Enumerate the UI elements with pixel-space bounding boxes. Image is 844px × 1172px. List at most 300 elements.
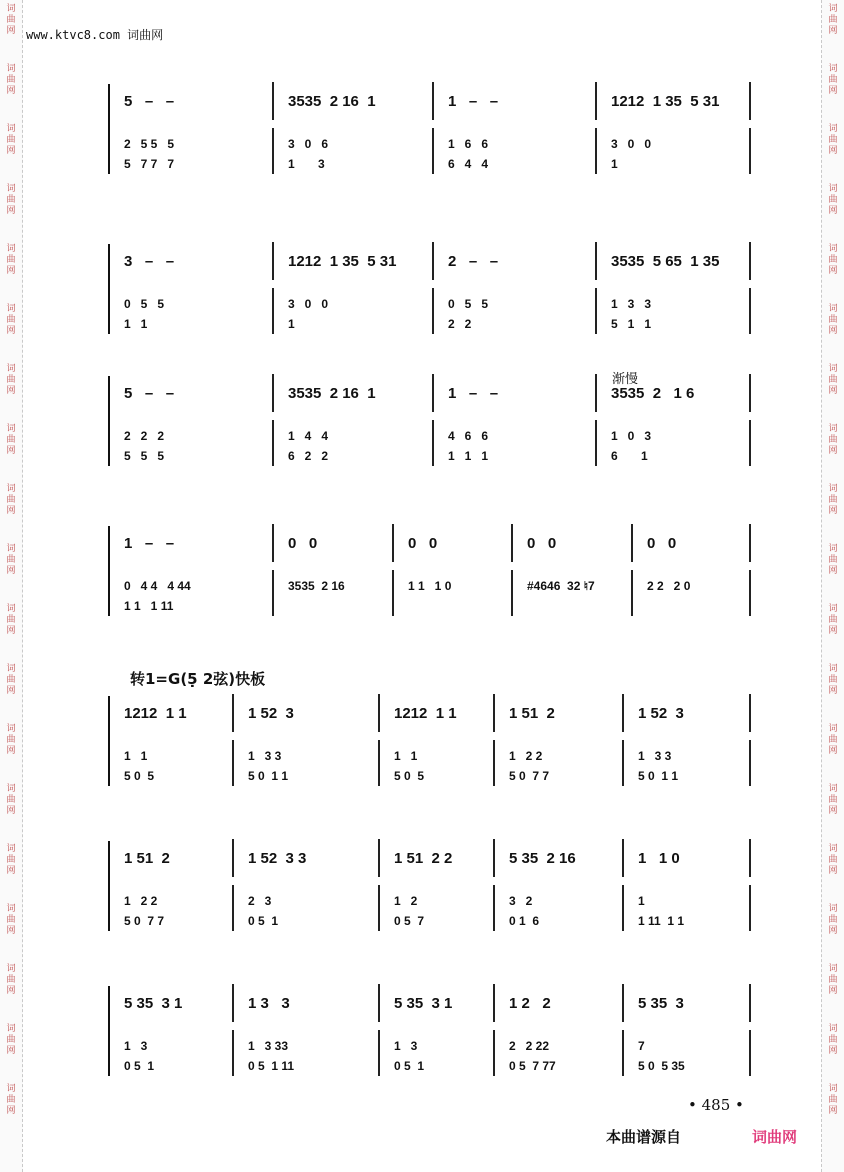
barline: [392, 524, 394, 562]
watermark-char: 网: [828, 566, 838, 576]
watermark-char: 曲: [828, 855, 838, 865]
notation-lower-voice-bottom: 5 0 7 7: [509, 769, 550, 783]
watermark-char: 网: [6, 686, 16, 696]
watermark-glyph-group: [822, 904, 844, 937]
notation-lower-voice-bottom: 5 5 5: [124, 449, 165, 463]
watermark-char: 曲: [6, 195, 16, 205]
watermark-glyph-group: [0, 244, 22, 277]
staff-system: [108, 238, 756, 348]
barline: [749, 694, 751, 732]
watermark-glyph-group: [0, 544, 22, 577]
barline: [272, 288, 274, 334]
watermark-glyph-group: [0, 484, 22, 517]
watermark-char: 词: [828, 244, 838, 254]
watermark-char: 网: [828, 686, 838, 696]
barline: [232, 694, 234, 732]
notation-upper-voice: 0 0: [647, 535, 677, 552]
watermark-char: 曲: [828, 495, 838, 505]
notation-lower-voice-bottom: 5 1 1: [611, 317, 652, 331]
notation-lower-voice-top: 0 4 4 4 44: [124, 579, 191, 593]
notation-lower-voice-top: 1 3 3: [611, 297, 652, 311]
notation-lower-voice-top: 1 4 4: [288, 429, 329, 443]
barline: [622, 984, 624, 1022]
barline: [749, 420, 751, 466]
system-brace: [108, 526, 115, 616]
barline: [749, 128, 751, 174]
system-brace: [108, 696, 115, 786]
watermark-glyph-group: [822, 484, 844, 517]
barline: [511, 570, 513, 616]
watermark-char: 词: [828, 664, 838, 674]
watermark-glyph-group: [0, 784, 22, 817]
notation-upper-voice: 0 0: [408, 535, 438, 552]
notation-lower-voice-top: 1 3: [124, 1039, 148, 1053]
barline: [622, 694, 624, 732]
staff-system: [108, 78, 756, 188]
watermark-char: 词: [828, 964, 838, 974]
notation-upper-voice: 1 51 2: [124, 850, 170, 867]
barline: [232, 839, 234, 877]
footer-source-label: 本曲谱源自: [606, 1128, 682, 1146]
barline: [595, 288, 597, 334]
watermark-glyph-group: [822, 244, 844, 277]
barline: [622, 885, 624, 931]
watermark-char: 网: [6, 386, 16, 396]
watermark-glyph-group: [0, 184, 22, 217]
watermark-char: 网: [828, 1106, 838, 1116]
watermark-glyph-group: [0, 1084, 22, 1117]
system-brace: [108, 986, 115, 1076]
barline: [493, 1030, 495, 1076]
watermark-char: 词: [828, 424, 838, 434]
watermark-glyph-group: [0, 364, 22, 397]
staff-system: [108, 520, 756, 630]
barline: [749, 288, 751, 334]
watermark-char: 词: [6, 64, 16, 74]
watermark-char: 网: [828, 806, 838, 816]
notation-lower-voice-top: 1 2 2: [124, 894, 158, 908]
watermark-char: 曲: [6, 735, 16, 745]
system-brace: [108, 841, 115, 931]
watermark-char: 网: [6, 26, 16, 36]
notation-lower-voice-top: 3 0 0: [611, 137, 652, 151]
watermark-char: 网: [828, 26, 838, 36]
barline: [493, 885, 495, 931]
watermark-char: 网: [828, 86, 838, 96]
watermark-char: 网: [828, 146, 838, 156]
notation-upper-voice: 1212 1 35 5 31: [288, 253, 397, 270]
watermark-char: 曲: [6, 255, 16, 265]
notation-upper-voice: 3535 2 16 1: [288, 93, 376, 110]
watermark-char: 曲: [6, 855, 16, 865]
watermark-char: 词: [6, 364, 16, 374]
site-header[interactable]: www.ktvc8.com 词曲网: [26, 28, 164, 42]
notation-upper-voice: 1212 1 1: [124, 705, 187, 722]
notation-lower-voice-top: 1 1 1 0: [408, 579, 452, 593]
barline: [378, 984, 380, 1022]
barline: [749, 984, 751, 1022]
notation-lower-voice-bottom: 0 5 1: [394, 1059, 425, 1073]
watermark-char: 网: [828, 866, 838, 876]
barline: [432, 128, 434, 174]
watermark-glyph-group: [822, 844, 844, 877]
watermark-char: 词: [6, 544, 16, 554]
notation-lower-voice-top: 2 3: [248, 894, 272, 908]
watermark-char: 曲: [828, 795, 838, 805]
notation-upper-voice: 3 – –: [124, 253, 175, 270]
notation-lower-voice-top: 0 5 5: [448, 297, 489, 311]
watermark-glyph-group: [0, 304, 22, 337]
watermark-char: 词: [828, 184, 838, 194]
notation-lower-voice-top: 1 2 2: [509, 749, 543, 763]
barline: [232, 885, 234, 931]
watermark-char: 网: [6, 926, 16, 936]
barline: [749, 82, 751, 120]
barline: [432, 288, 434, 334]
barline: [749, 242, 751, 280]
notation-lower-voice-top: 2 2 2 0: [647, 579, 691, 593]
notation-upper-voice: 1 – –: [448, 93, 499, 110]
watermark-glyph-group: [822, 604, 844, 637]
watermark-char: 曲: [828, 135, 838, 145]
notation-lower-voice-top: 1 3 33: [248, 1039, 289, 1053]
watermark-glyph-group: [822, 544, 844, 577]
watermark-char: 词: [828, 784, 838, 794]
watermark-char: 词: [828, 304, 838, 314]
watermark-char: 词: [6, 1084, 16, 1094]
notation-upper-voice: 5 – –: [124, 385, 175, 402]
watermark-char: 曲: [6, 615, 16, 625]
watermark-char: 网: [828, 746, 838, 756]
barline: [272, 420, 274, 466]
watermark-char: 网: [828, 386, 838, 396]
watermark-char: 曲: [828, 555, 838, 565]
watermark-char: 网: [828, 926, 838, 936]
notation-upper-voice: 1 – –: [448, 385, 499, 402]
notation-lower-voice-bottom: 0 5 7: [394, 914, 425, 928]
staff-system: [108, 370, 756, 480]
notation-upper-voice: 5 – –: [124, 93, 175, 110]
watermark-char: 词: [828, 724, 838, 734]
barline: [378, 885, 380, 931]
watermark-char: 曲: [6, 315, 16, 325]
notation-lower-voice-bottom: 5 0 5: [394, 769, 425, 783]
notation-lower-voice-top: 4 6 6: [448, 429, 489, 443]
watermark-glyph-group: [822, 304, 844, 337]
barline: [493, 839, 495, 877]
barline: [232, 740, 234, 786]
watermark-char: 网: [828, 326, 838, 336]
barline: [493, 740, 495, 786]
watermark-char: 词: [6, 124, 16, 134]
watermark-char: 网: [828, 446, 838, 456]
watermark-char: 词: [6, 784, 16, 794]
watermark-glyph-group: [0, 1024, 22, 1057]
barline: [595, 128, 597, 174]
watermark-char: 网: [6, 1046, 16, 1056]
watermark-char: 曲: [828, 1035, 838, 1045]
staff-system: [108, 690, 756, 800]
staff-system: [108, 980, 756, 1090]
watermark-char: 词: [828, 904, 838, 914]
notation-upper-voice: 2 – –: [448, 253, 499, 270]
barline: [432, 242, 434, 280]
barline: [749, 1030, 751, 1076]
watermark-char: 词: [6, 184, 16, 194]
watermark-char: 词: [828, 4, 838, 14]
notation-lower-voice-bottom: 0 5 7 77: [509, 1059, 556, 1073]
barline: [631, 524, 633, 562]
notation-lower-voice-bottom: 1 1 1 11: [124, 599, 174, 613]
watermark-char: 曲: [6, 1095, 16, 1105]
barline: [595, 374, 597, 412]
watermark-char: 曲: [6, 795, 16, 805]
notation-lower-voice-top: 7: [638, 1039, 645, 1053]
watermark-char: 曲: [6, 435, 16, 445]
notation-upper-voice: 0 0: [288, 535, 318, 552]
watermark-char: 网: [6, 266, 16, 276]
notation-upper-voice: 1 51 2: [509, 705, 555, 722]
watermark-glyph-group: [822, 664, 844, 697]
watermark-char: 词: [828, 124, 838, 134]
watermark-char: 网: [6, 626, 16, 636]
notation-upper-voice: 1 52 3 3: [248, 850, 307, 867]
watermark-char: 网: [828, 206, 838, 216]
notation-lower-voice-top: 1 0 3: [611, 429, 652, 443]
watermark-char: 词: [828, 604, 838, 614]
watermark-char: 曲: [6, 555, 16, 565]
notation-lower-voice-bottom: 5 0 5: [124, 769, 155, 783]
watermark-char: 曲: [6, 15, 16, 25]
watermark-char: 词: [6, 724, 16, 734]
watermark-char: 词: [828, 844, 838, 854]
watermark-char: 曲: [828, 15, 838, 25]
notation-lower-voice-bottom: 5 0 1 1: [638, 769, 679, 783]
page-number: • 485 •: [688, 1096, 744, 1114]
barline: [432, 82, 434, 120]
watermark-glyph-group: [0, 604, 22, 637]
watermark-char: 网: [6, 866, 16, 876]
notation-upper-voice: 5 35 3: [638, 995, 684, 1012]
watermark-char: 曲: [828, 975, 838, 985]
watermark-char: 曲: [6, 495, 16, 505]
notation-upper-voice: 1212 1 1: [394, 705, 457, 722]
watermark-char: 词: [6, 904, 16, 914]
barline: [595, 82, 597, 120]
watermark-char: 词: [6, 844, 16, 854]
watermark-char: 曲: [828, 675, 838, 685]
watermark-glyph-group: [822, 964, 844, 997]
watermark-glyph-group: [0, 124, 22, 157]
barline: [272, 374, 274, 412]
barline: [272, 570, 274, 616]
barline: [749, 570, 751, 616]
watermark-char: 曲: [828, 315, 838, 325]
notation-lower-voice-bottom: 0 5 1: [248, 914, 279, 928]
notation-lower-voice-bottom: 6 2 2: [288, 449, 329, 463]
watermark-glyph-group: [0, 4, 22, 37]
notation-lower-voice-bottom: 6 1: [611, 449, 648, 463]
barline: [749, 524, 751, 562]
barline: [493, 694, 495, 732]
notation-lower-voice-bottom: 1: [288, 317, 295, 331]
notation-upper-voice: 1 52 3: [638, 705, 684, 722]
notation-lower-voice-bottom: 0 5 1: [124, 1059, 155, 1073]
notation-upper-voice: 1 3 3: [248, 995, 290, 1012]
notation-upper-voice: 3535 5 65 1 35: [611, 253, 720, 270]
watermark-char: 词: [828, 364, 838, 374]
watermark-char: 曲: [6, 75, 16, 85]
watermark-char: 词: [6, 424, 16, 434]
watermark-char: 网: [6, 326, 16, 336]
notation-lower-voice-bottom: 5 0 7 7: [124, 914, 165, 928]
footer-brand-link[interactable]: 词曲网: [752, 1128, 798, 1146]
notation-upper-voice: 5 35 3 1: [124, 995, 183, 1012]
watermark-char: 曲: [6, 675, 16, 685]
notation-lower-voice-bottom: 2 2: [448, 317, 472, 331]
watermark-char: 网: [828, 986, 838, 996]
barline: [749, 839, 751, 877]
notation-upper-voice: 1212 1 35 5 31: [611, 93, 720, 110]
watermark-char: 网: [6, 746, 16, 756]
watermark-glyph-group: [0, 424, 22, 457]
notation-upper-voice: 1 1 0: [638, 850, 680, 867]
watermark-glyph-group: [0, 904, 22, 937]
notation-lower-voice-top: 1: [638, 894, 645, 908]
watermark-glyph-group: [822, 784, 844, 817]
watermark-glyph-group: [822, 1084, 844, 1117]
watermark-char: 词: [6, 304, 16, 314]
watermark-glyph-group: [822, 4, 844, 37]
watermark-char: 网: [6, 1106, 16, 1116]
watermark-char: 词: [6, 244, 16, 254]
barline: [749, 740, 751, 786]
watermark-char: 曲: [828, 615, 838, 625]
barline: [622, 1030, 624, 1076]
system-brace: [108, 84, 115, 174]
notation-upper-voice: 5 35 3 1: [394, 995, 453, 1012]
notation-upper-voice: 1 2 2: [509, 995, 551, 1012]
watermark-char: 词: [6, 1024, 16, 1034]
notation-lower-voice-top: 3 2: [509, 894, 533, 908]
watermark-char: 网: [6, 86, 16, 96]
barline: [432, 420, 434, 466]
system-brace: [108, 244, 115, 334]
notation-lower-voice-bottom: 6 4 4: [448, 157, 489, 171]
watermark-char: 曲: [828, 195, 838, 205]
notation-lower-voice-top: 1 1: [394, 749, 418, 763]
barline: [392, 570, 394, 616]
notation-lower-voice-top: 2 5 5 5: [124, 137, 175, 151]
barline: [272, 524, 274, 562]
right-watermark-strip: [821, 0, 844, 1172]
barline: [595, 242, 597, 280]
watermark-char: 词: [828, 484, 838, 494]
barline: [749, 885, 751, 931]
notation-upper-voice: 3535 2 16 1: [288, 385, 376, 402]
notation-lower-voice-top: 1 2: [394, 894, 418, 908]
notation-lower-voice-bottom: 0 5 1 11: [248, 1059, 295, 1073]
notation-lower-voice-top: 1 1: [124, 749, 148, 763]
watermark-char: 词: [828, 64, 838, 74]
watermark-char: 网: [6, 146, 16, 156]
watermark-char: 网: [828, 1046, 838, 1056]
notation-upper-voice: 5 35 2 16: [509, 850, 576, 867]
barline: [272, 128, 274, 174]
notation-lower-voice-top: 1 3 3: [248, 749, 282, 763]
notation-lower-voice-top: 1 6 6: [448, 137, 489, 151]
watermark-glyph-group: [822, 1024, 844, 1057]
watermark-char: 网: [828, 626, 838, 636]
notation-lower-voice-bottom: 1 1 1: [448, 449, 489, 463]
barline: [272, 242, 274, 280]
tempo-mark: 渐慢: [612, 372, 639, 387]
watermark-char: 网: [6, 446, 16, 456]
notation-lower-voice-top: 1 3: [394, 1039, 418, 1053]
watermark-char: 词: [6, 604, 16, 614]
barline: [493, 984, 495, 1022]
barline: [232, 984, 234, 1022]
watermark-char: 曲: [828, 435, 838, 445]
barline: [378, 740, 380, 786]
barline: [595, 420, 597, 466]
watermark-char: 网: [6, 566, 16, 576]
key-change-mark: 转1=G(5̣ 2弦)快板: [130, 670, 266, 688]
watermark-char: 曲: [828, 375, 838, 385]
watermark-glyph-group: [0, 664, 22, 697]
watermark-glyph-group: [822, 424, 844, 457]
notation-upper-voice: 3535 2 1 6: [611, 385, 695, 402]
watermark-char: 网: [6, 806, 16, 816]
watermark-char: 词: [828, 1024, 838, 1034]
watermark-char: 曲: [6, 915, 16, 925]
notation-lower-voice-top: 3 0 6: [288, 137, 329, 151]
notation-lower-voice-bottom: 1 3: [288, 157, 325, 171]
notation-lower-voice-top: 3 0 0: [288, 297, 329, 311]
barline: [622, 839, 624, 877]
notation-lower-voice-top: 1 3 3: [638, 749, 672, 763]
notation-upper-voice: 0 0: [527, 535, 557, 552]
watermark-char: 曲: [828, 75, 838, 85]
watermark-char: 词: [828, 544, 838, 554]
notation-upper-voice: 1 – –: [124, 535, 175, 552]
notation-lower-voice-top: 3535 2 16: [288, 579, 345, 593]
notation-upper-voice: 1 51 2 2: [394, 850, 453, 867]
notation-lower-voice-bottom: 5 7 7 7: [124, 157, 175, 171]
watermark-char: 曲: [828, 255, 838, 265]
barline: [378, 839, 380, 877]
notation-lower-voice-top: 2 2 22: [509, 1039, 550, 1053]
watermark-glyph-group: [822, 724, 844, 757]
barline: [631, 570, 633, 616]
barline: [511, 524, 513, 562]
watermark-glyph-group: [822, 124, 844, 157]
notation-lower-voice-bottom: 1 11 1 1: [638, 914, 685, 928]
watermark-char: 曲: [6, 135, 16, 145]
barline: [232, 1030, 234, 1076]
watermark-char: 网: [828, 506, 838, 516]
watermark-char: 曲: [6, 1035, 16, 1045]
notation-lower-voice-bottom: 0 1 6: [509, 914, 540, 928]
watermark-char: 网: [6, 206, 16, 216]
barline: [378, 694, 380, 732]
watermark-char: 词: [6, 484, 16, 494]
watermark-glyph-group: [822, 364, 844, 397]
notation-lower-voice-bottom: 5 0 1 1: [248, 769, 289, 783]
barline: [622, 740, 624, 786]
barline: [432, 374, 434, 412]
watermark-char: 网: [6, 986, 16, 996]
